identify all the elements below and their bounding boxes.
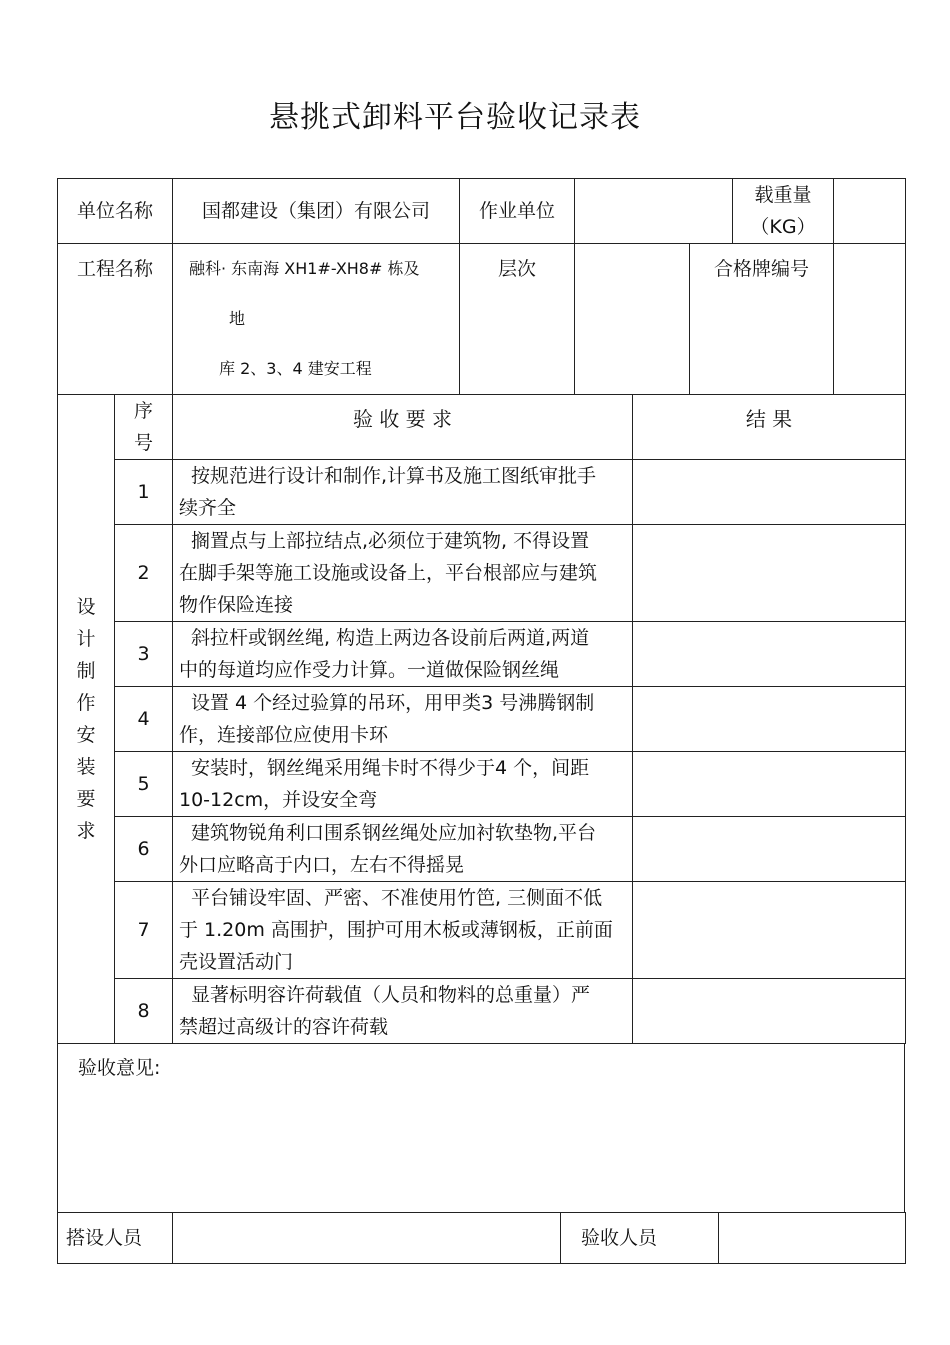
item-line: 设置 4 个经过验算的吊环，用甲类3 号沸腾钢制 xyxy=(191,692,595,714)
opinion-table xyxy=(57,1043,905,1213)
item-line: 作，连接部位应使用卡环 xyxy=(179,724,389,746)
item-result[interactable] xyxy=(633,817,906,882)
seq-header xyxy=(115,395,173,460)
acceptance-opinion[interactable] xyxy=(58,1044,905,1213)
project-line2: 地 xyxy=(229,309,246,328)
seq-header-line2: 号 xyxy=(133,432,153,454)
item-line: 斜拉杆或钢丝绳, 构造上两边各设前后两道,两道 xyxy=(191,627,590,649)
project-value xyxy=(173,244,460,395)
item-line: 建筑物锐角利口围系钢丝绳处应加衬软垫物,平台 xyxy=(191,822,597,844)
item-line: 于 1.20m 高围护，围护可用木板或薄钢板，正前面 xyxy=(179,919,613,941)
section-char: 安 xyxy=(76,724,96,746)
installer-label: 搭设人员 xyxy=(58,1213,173,1264)
section-label xyxy=(58,395,115,1044)
item-line: 平台铺设牢固、严密、不准使用竹笆, 三侧面不低 xyxy=(191,887,603,909)
item-result[interactable] xyxy=(633,525,906,622)
item-requirement xyxy=(173,752,633,817)
inspector-value[interactable] xyxy=(719,1213,906,1264)
signature-table xyxy=(57,1212,906,1264)
plate-label: 合格牌编号 xyxy=(690,244,834,395)
item-result[interactable] xyxy=(633,622,906,687)
project-label: 工程名称 xyxy=(58,244,173,395)
floor-label: 层次 xyxy=(460,244,575,395)
unit-value: 国都建设（集团）有限公司 xyxy=(173,179,460,244)
section-char: 作 xyxy=(76,692,96,714)
work-unit-value[interactable] xyxy=(575,179,733,244)
table-row xyxy=(58,687,906,752)
item-line: 禁超过高级计的容许荷载 xyxy=(179,1016,389,1038)
project-line1: 融科· 东南海 XH1#-XH8# 栋及 xyxy=(189,259,420,278)
section-char: 计 xyxy=(76,628,96,650)
load-label xyxy=(733,179,834,244)
item-line: 续齐全 xyxy=(179,497,237,519)
item-number: 1 xyxy=(115,460,173,525)
requirement-header: 验 收 要 求 xyxy=(173,395,633,460)
item-number: 7 xyxy=(115,882,173,979)
section-char: 制 xyxy=(76,660,96,682)
item-result[interactable] xyxy=(633,460,906,525)
item-line: 外口应略高于内口，左右不得摇晃 xyxy=(179,854,465,876)
checklist-table xyxy=(57,394,906,1044)
table-row xyxy=(58,525,906,622)
result-header: 结 果 xyxy=(633,395,906,460)
table-row xyxy=(58,460,906,525)
item-requirement xyxy=(173,525,633,622)
item-result[interactable] xyxy=(633,687,906,752)
project-line3: 库 2、3、4 建安工程 xyxy=(219,359,372,378)
acceptance-form xyxy=(57,178,905,1264)
item-number: 4 xyxy=(115,687,173,752)
table-row xyxy=(58,752,906,817)
inspector-label: 验收人员 xyxy=(561,1213,719,1264)
section-char: 求 xyxy=(76,820,96,842)
item-requirement xyxy=(173,817,633,882)
item-requirement xyxy=(173,979,633,1044)
item-line: 10-12cm，并设安全弯 xyxy=(179,789,378,811)
item-number: 8 xyxy=(115,979,173,1044)
item-result[interactable] xyxy=(633,979,906,1044)
section-char: 要 xyxy=(76,788,96,810)
item-requirement xyxy=(173,460,633,525)
table-row xyxy=(58,882,906,979)
item-result[interactable] xyxy=(633,882,906,979)
load-value[interactable] xyxy=(834,179,906,244)
page-title: 悬挑式卸料平台验收记录表 xyxy=(269,100,641,135)
item-requirement xyxy=(173,687,633,752)
item-line: 在脚手架等施工设施或设备上，平台根部应与建筑 xyxy=(179,562,598,584)
item-requirement xyxy=(173,622,633,687)
header-table xyxy=(57,178,906,395)
item-line: 中的每道均应作受力计算。一道做保险钢丝绳 xyxy=(179,659,560,681)
table-row xyxy=(58,622,906,687)
item-result[interactable] xyxy=(633,752,906,817)
table-row xyxy=(58,817,906,882)
item-number: 3 xyxy=(115,622,173,687)
item-line: 显著标明容许荷载值（人员和物料的总重量）严 xyxy=(191,984,591,1006)
installer-value[interactable] xyxy=(173,1213,561,1264)
item-line: 搁置点与上部拉结点,必须位于建筑物, 不得设置 xyxy=(191,530,590,552)
load-label-line2: （KG） xyxy=(750,216,816,238)
floor-value[interactable] xyxy=(575,244,690,395)
item-number: 6 xyxy=(115,817,173,882)
section-char: 装 xyxy=(76,756,96,778)
item-number: 5 xyxy=(115,752,173,817)
section-char: 设 xyxy=(76,596,96,618)
opinion-label: 验收意见: xyxy=(78,1057,161,1079)
unit-label: 单位名称 xyxy=(58,179,173,244)
load-label-line1: 载重量 xyxy=(754,184,812,206)
table-row xyxy=(58,979,906,1044)
work-unit-label: 作业单位 xyxy=(460,179,575,244)
item-number: 2 xyxy=(115,525,173,622)
seq-header-line1: 序 xyxy=(133,400,153,422)
item-line: 安装时，钢丝绳采用绳卡时不得少于4 个，间距 xyxy=(191,757,590,779)
item-line: 按规范进行设计和制作,计算书及施工图纸审批手 xyxy=(191,465,597,487)
item-line: 壳设置活动门 xyxy=(179,951,294,973)
item-line: 物作保险连接 xyxy=(179,594,294,616)
plate-value[interactable] xyxy=(834,244,906,395)
item-requirement xyxy=(173,882,633,979)
